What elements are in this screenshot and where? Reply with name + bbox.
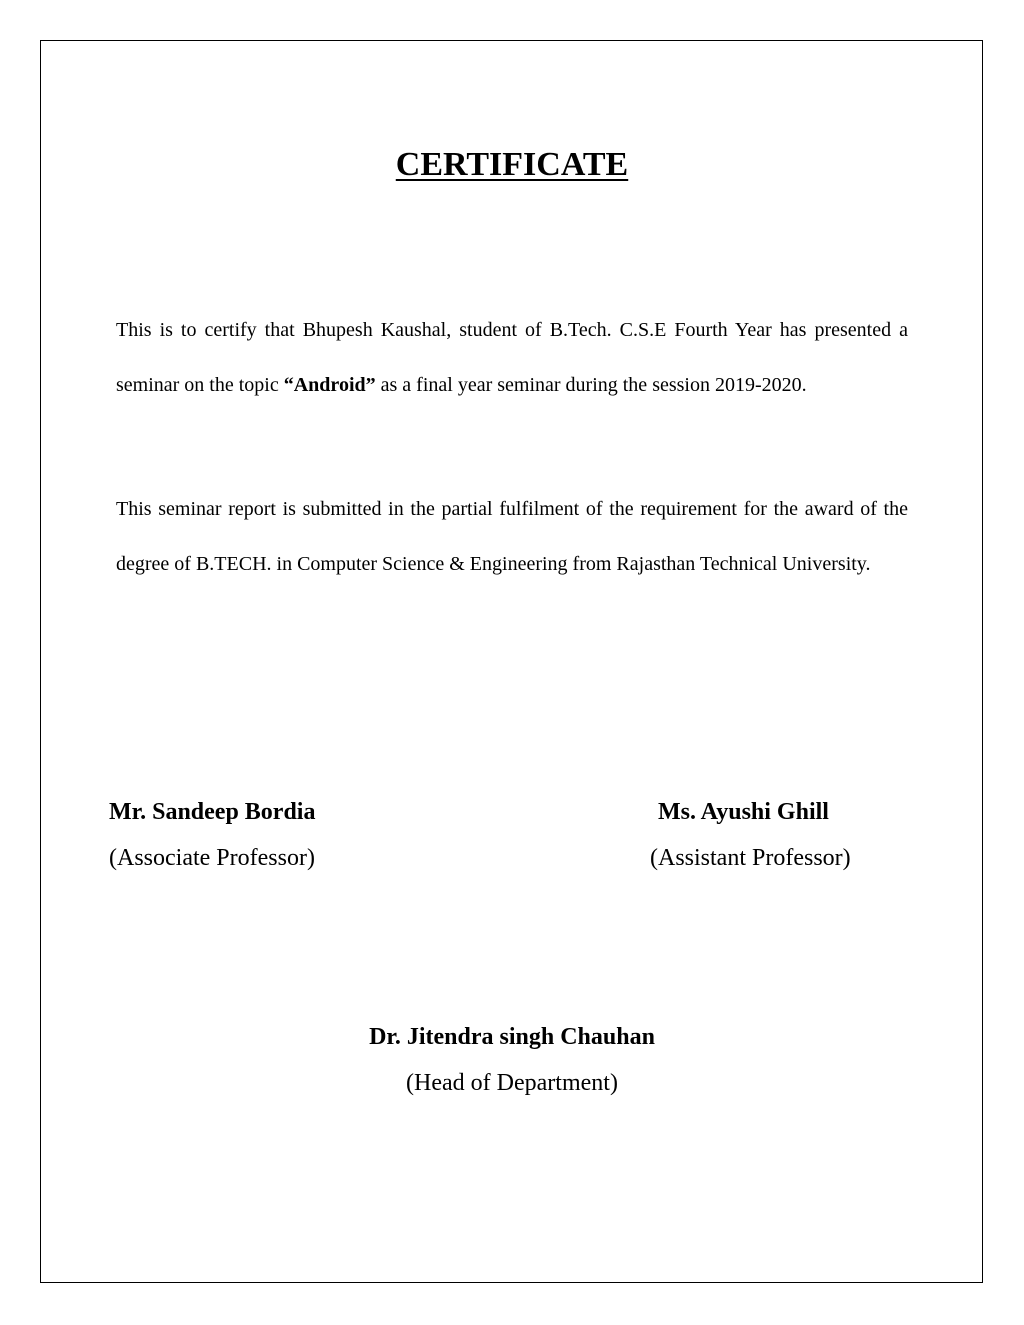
left-signatory-name: Mr. Sandeep Bordia — [109, 799, 316, 825]
certificate-title: CERTIFICATE — [395, 146, 629, 183]
right-signatory-role: (Assistant Professor) — [650, 845, 851, 871]
paragraph-text-before-topic: This is to certify that Bhupesh Kaushal, student of B.Tech. C.S.E Fourth Year has presented a seminar on the topic — [116, 319, 908, 396]
seminar-topic: “Android” — [283, 373, 376, 396]
right-signatory-name: Ms. Ayushi Ghill — [658, 799, 829, 825]
certification-paragraph — [116, 303, 908, 412]
submission-paragraph: This seminar report is submitted in the partial fulfilment of the requirement for the award of the degree of B.TECH. in Computer Science & Engineering from Rajasthan Technical University. — [116, 498, 908, 575]
paragraph-text-after-topic: as a final year seminar during the session 2019-2020. — [375, 373, 807, 396]
left-signatory-role: (Associate Professor) — [109, 845, 315, 871]
hod-signatory-role: (Head of Department) — [406, 1070, 618, 1096]
hod-signatory-name: Dr. Jitendra singh Chauhan — [369, 1024, 655, 1050]
